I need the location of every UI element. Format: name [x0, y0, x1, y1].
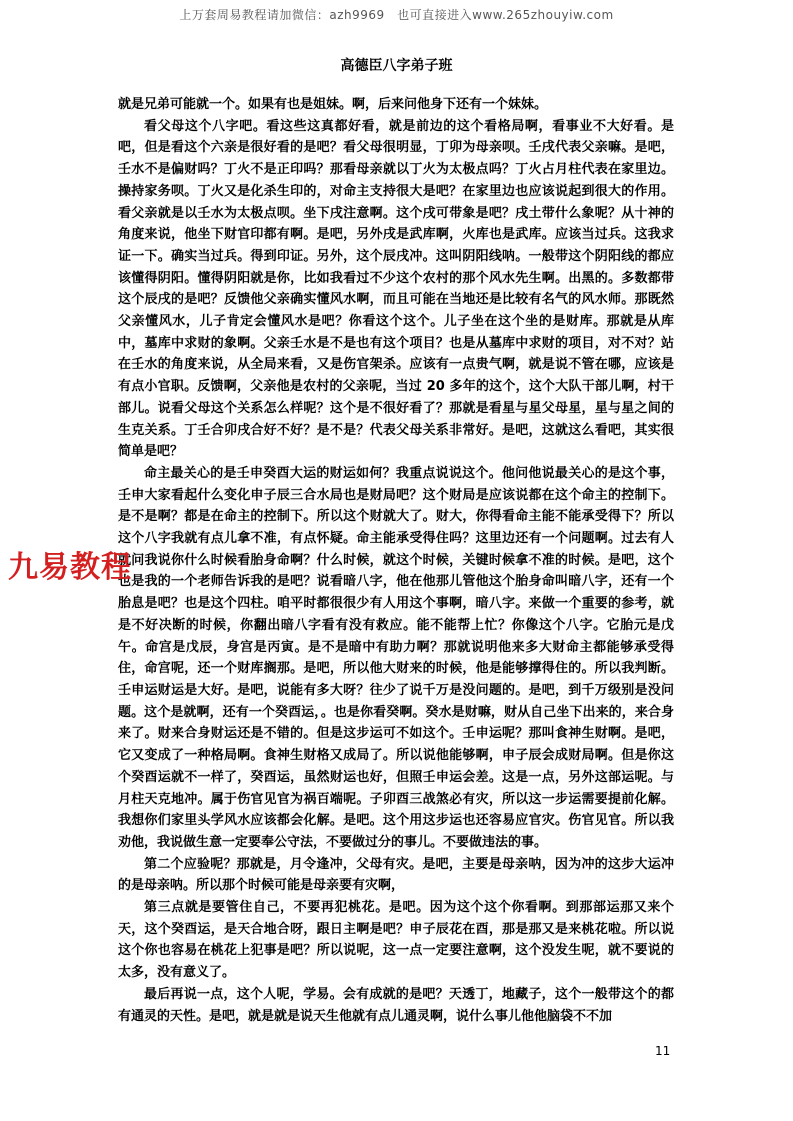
top-banner: 上万套周易教程请加微信：azh9969 也可直接进入www.265zhouyiw.com	[179, 8, 614, 22]
document-body	[118, 94, 674, 1027]
page-number: 11	[655, 1044, 671, 1058]
paragraph: 最后再说一点，这个人呢，学易。会有成就的是吧？天透丁，地藏子，这个一般带这个的都有通灵的天性。是吧，就是就是说天生他就有点儿通灵啊，说什么事儿他他脑袋不不加	[118, 986, 674, 1024]
paragraph: 第三点就是要管住自己，不要再犯桃花。是吧。因为这个这个你看啊。到那部运那又来个天，这个癸酉运，是天合地合呀，跟日主啊是吧？申子辰花在酉，那是那又是来桃花啦。所以说这个你也容易在桃花上犯事是吧？所以说呢，这一点一定要注意啊，这个没发生呢，就不要说的太多，没有意义了。	[118, 900, 674, 981]
page-title: 高德臣八字弟子班	[340, 58, 453, 74]
paragraph: 就是兄弟可能就一个。如果有也是姐妹。啊，后来问他身下还有一个妹妹。	[118, 97, 548, 112]
watermark-logo: 九易教程	[8, 550, 132, 585]
paragraph: 第二个应验呢？那就是，月令逢冲，父母有灾。是吧，主要是母亲呐，因为冲的这步大运冲的是母亲呐。所以那个时候可能是母亲要有灾啊，	[118, 856, 674, 894]
paragraph: 看父母这个八字吧。看这些这真都好看，就是前边的这个看格局啊，看事业不大好看。是吧，但是看这个六亲是很好看的是吧？看父母很明显，丁卯为母亲呗。壬戌代表父亲嘛。是吧，壬水不是偏财吗？丁火不是正印吗？那看母亲就以丁火为太极点吗？丁火占月柱代表在家里边。操持家务呗。丁火又是化杀生印的，对命主支持很大是吧？在家里边也应该说起到很大的作用。看父亲就是以壬水为太极点呗。坐下戌注意啊。这个戌可带象是吧？戌土带什么象呢？从十神的角度来说，他坐下财官印都有啊。是吧，另外戌是武库啊，火库也是武库。应该当过兵。这我求证一下。确实当过兵。得到印证。另外，这个辰戌冲。这叫阴阳线呐。一般带这个阴阳线的都应该懂得阴阳。懂得阴阳就是你，比如我看过不少这个农村的那个风水先生啊。出黑的。多数都带这个辰戌的是吧？反馈他父亲确实懂风水啊，而且可能在当地还是比较有名气的风水师。那既然父亲懂风水，儿子肯定会懂风水是吧？你看这个这个。儿子坐在这个坐的是财库。那就是从库中，墓库中求财的象啊。父亲壬水是不是也有这个项目？也是从墓库中求财的项目，对不对？站在壬水的角度来说，从全局来看，又是伤官架杀。应该有一点贵气啊，就是说不管在哪，应该是有点小官职。反馈啊，父亲他是农村的父亲呢，当过 20 多年的这个，这个大队干部儿啊，村干部儿。说看父母这个关系怎么样呢？这个是不很好看了？那就是看星与星父母星，星与星之间的生克关系。丁壬合卯戌合好不好？是不是？代表父母关系非常好。是吧，这就这么看吧，其实很简单是吧？	[118, 118, 674, 460]
paragraph: 命主最关心的是壬申癸酉大运的财运如何？我重点说说这个。他问他说最关心的是这个事，壬申大家看起什么变化申子辰三合水局也是财局吧？这个财局是应该说都在这个命主的控制下。是不是啊？都是在命主的控制下。所以这个财就大了。财大，你得看命主能不能承受得下？所以这个八字我就有点儿拿不准，有点怀疑。命主能承受得住吗？这里边还有一个问题啊。过去有人就问我说你什么时候看胎身命啊？什么时候，就这个时候，关键时候拿不准的时候。是吧，这个也是我的一个老师告诉我的是吧？说看暗八字，他在他那儿管他这个胎身命叫暗八字，还有一个胎息是吧？也是这个四柱。咱平时都很很少有人用这个事啊，暗八字。来做一个重要的参考，就是不好决断的时候，你翻出暗八字看有没有救应。能不能帮上忙？你像这个八字。它胎元是戊午。命宫是戊辰，身宫是丙寅。是不是暗中有助力啊？那就说明他来多大财命主都能够承受得住，命宫呢，还一个财库搁那。是吧，所以他大财来的时候，他是能够撑得住的。所以我判断。壬申运财运是大好。是吧，说能有多大呀？往少了说千万是没问题的。是吧，到千万级别是没问题。这个是就啊，还有一个癸酉运，。也是你看癸啊。癸水是财嘛，财从自己坐下出来的，来合身来了。财来合身财运还是不错的。但是这步运可不如这个。壬申运呢？那叫食神生财啊。是吧，它又变成了一种格局啊。食神生财格又成局了。所以说他能够啊，申子辰会成财局啊。但是你这个癸酉运就不一样了，癸酉运，虽然财运也好，但照壬申运会差。这是一点，另外这部运呢。与月柱天克地冲。属于伤官见官为祸百端呢。子卯酉三战煞必有灾，所以这一步运需要提前化解。我想你们家里头学风水应该都会化解。是吧。这个用这步运也还容易应官灾。伤官见官。所以我劝他，我说做生意一定要奉公守法，不要做过分的事儿。不要做违法的事。	[118, 465, 674, 850]
